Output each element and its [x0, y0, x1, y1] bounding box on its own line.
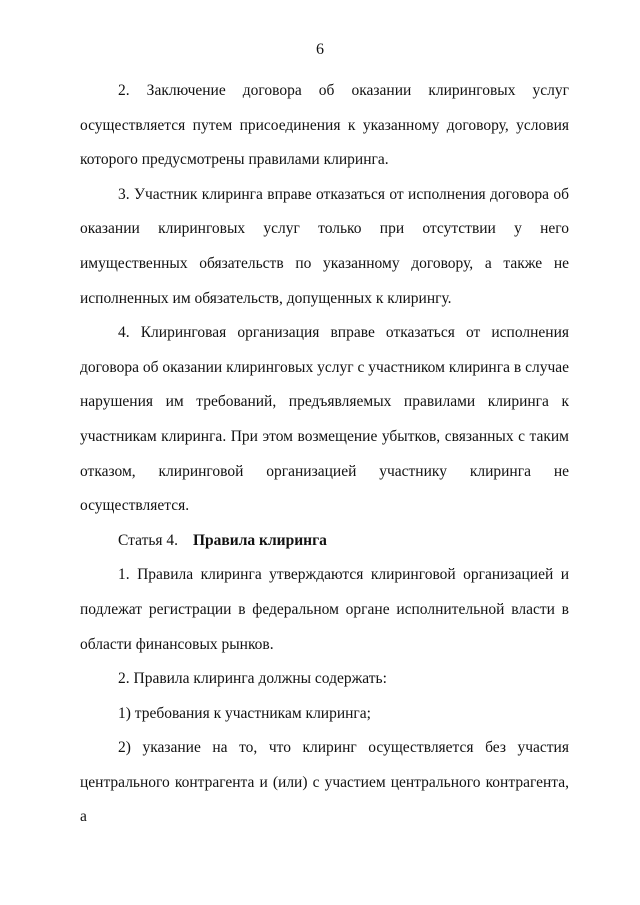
- paragraph-contract-conclusion: 2. Заключение договора об оказании клиринговых услуг осуществляется путем присоединения к указанному договору, условия которого предусмотрены правилами клиринга.: [80, 82, 569, 169]
- article-number: Статья 4.: [118, 531, 179, 549]
- paragraph-rules-approval: 1. Правила клиринга утверждаются клиринговой организацией и подлежат регистрации в федеральном органе исполнительной власти в области финансовых рынков.: [80, 566, 569, 653]
- paragraph-participant-refusal: 3. Участник клиринга вправе отказаться от исполнения договора об оказании клиринговых услуг только при отсутствии у него имущественных обязательств по указанному договору, а также не исполненных им обязательств, допущенных к клирингу.: [80, 185, 569, 307]
- paragraph-organization-refusal: 4. Клиринговая организация вправе отказаться от исполнения договора об оказании клиринговых услуг с участником клиринга в случае нарушения им требований, предъявляемых правилами клиринга к участникам клиринга. При этом возмещение убытков, связанных с таким отказом, клиринговой организацией участнику клиринга не осуществляется.: [80, 324, 569, 515]
- page-number: 6: [316, 41, 324, 58]
- list-item-central-counterparty: 2) указание на то, что клиринг осуществляется без участия центрального контрагента и (или) с участием центрального контрагента, а: [80, 739, 569, 826]
- article-heading: [80, 524, 569, 559]
- document-body: [80, 74, 569, 835]
- list-item-participant-requirements: 1) требования к участникам клиринга;: [118, 704, 371, 722]
- article-title: Правила клиринга: [193, 531, 327, 549]
- paragraph-rules-contents: 2. Правила клиринга должны содержать:: [118, 670, 387, 688]
